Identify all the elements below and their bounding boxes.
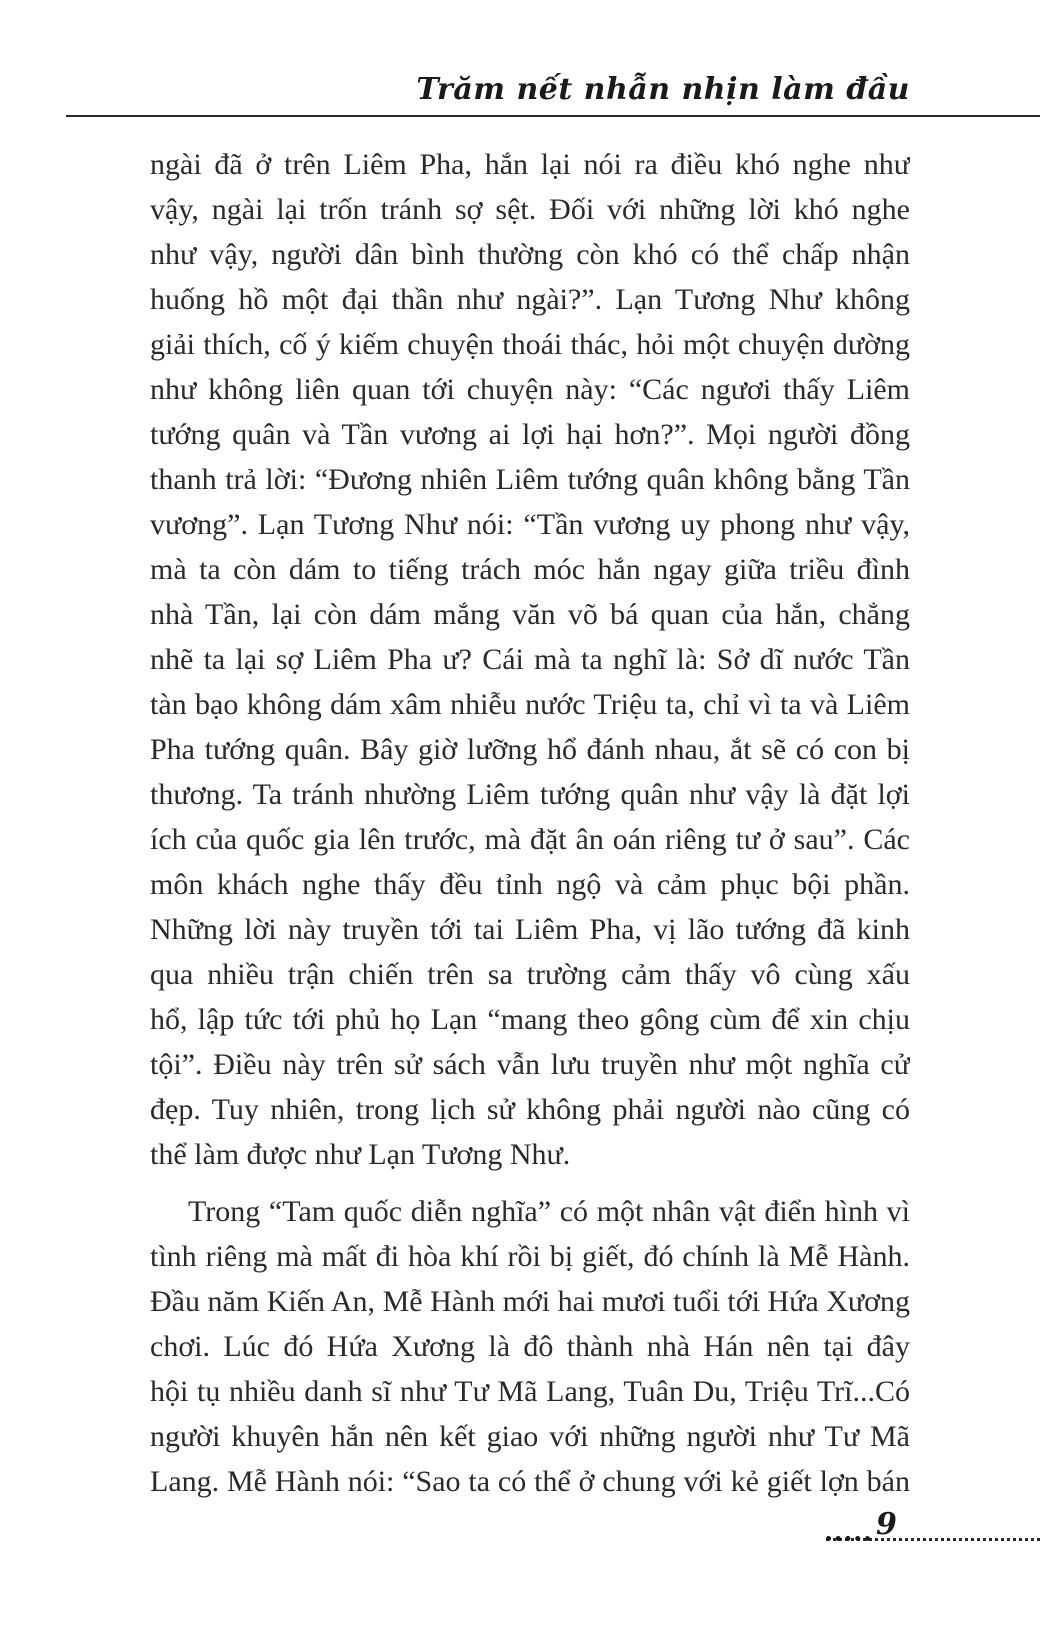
text-line: nhà Tần, lại còn dám mắng văn võ bá quan của hắn, chẳng <box>150 598 910 631</box>
text-line: huống hồ một đại thần như ngài?”. Lạn Tương Như không <box>150 283 910 316</box>
text-line: chơi. Lúc đó Hứa Xương là đô thành nhà Hán nên tại đây <box>150 1330 910 1363</box>
running-header: Trăm nết nhẫn nhịn làm đầu <box>416 72 910 107</box>
text-line: thanh trả lời: “Đương nhiên Liêm tướng quân không bằng Tần <box>150 463 910 496</box>
text-line: mà ta còn dám to tiếng trách móc hắn ngay giữa triều đình <box>150 553 910 586</box>
text-line: tội”. Điều này trên sử sách vẫn lưu truyền như một nghĩa cử <box>150 1048 910 1081</box>
paragraph <box>150 1189 910 1504</box>
body-text <box>150 142 910 1504</box>
footer-dotted-rule-accent <box>826 1536 870 1541</box>
text-line: như không liên quan tới chuyện này: “Các ngươi thấy Liêm <box>150 373 910 406</box>
header-rule <box>66 115 1040 117</box>
paragraph-gap <box>150 1177 910 1189</box>
text-line: tình riêng mà mất đi hòa khí rồi bị giết, đó chính là Mễ Hành. <box>150 1240 910 1273</box>
text-line: hội tụ nhiều danh sĩ như Tư Mã Lang, Tuân Du, Triệu Trĩ...Có <box>150 1375 910 1408</box>
text-line: giải thích, cố ý kiếm chuyện thoái thác, hỏi một chuyện dường <box>150 328 910 361</box>
text-line: đẹp. Tuy nhiên, trong lịch sử không phải người nào cũng có <box>150 1093 910 1126</box>
text-line: người khuyên hắn nên kết giao với những người như Tư Mã <box>150 1420 910 1453</box>
text-line: ích của quốc gia lên trước, mà đặt ân oán riêng tư ở sau”. Các <box>150 823 910 856</box>
text-line: tướng quân và Tần vương ai lợi hại hơn?”. Mọi người đồng <box>150 418 910 451</box>
text-line: Trong “Tam quốc diễn nghĩa” có một nhân vật điển hình vì <box>188 1195 910 1228</box>
text-line: nhẽ ta lại sợ Liêm Pha ư? Cái mà ta nghĩ là: Sở dĩ nước Tần <box>150 643 910 676</box>
text-line: thể làm được như Lạn Tương Như. <box>150 1138 571 1171</box>
page-number: 9 <box>876 1507 897 1542</box>
text-line: qua nhiều trận chiến trên sa trường cảm thấy vô cùng xấu <box>150 958 910 991</box>
paragraph <box>150 142 910 1177</box>
text-line: Pha tướng quân. Bây giờ lưỡng hổ đánh nhau, ắt sẽ có con bị <box>150 733 910 766</box>
text-line: Những lời này truyền tới tai Liêm Pha, vị lão tướng đã kinh <box>150 913 910 946</box>
text-line: môn khách nghe thấy đều tỉnh ngộ và cảm phục bội phần. <box>150 868 910 901</box>
text-line: ngài đã ở trên Liêm Pha, hắn lại nói ra điều khó nghe như <box>150 148 910 181</box>
text-line: hổ, lập tức tới phủ họ Lạn “mang theo gông cùm để xin chịu <box>150 1003 910 1036</box>
text-line: Đầu năm Kiến An, Mễ Hành mới hai mươi tuổi tới Hứa Xương <box>150 1285 910 1318</box>
text-line: thương. Ta tránh nhường Liêm tướng quân như vậy là đặt lợi <box>150 778 910 811</box>
text-line: Lang. Mễ Hành nói: “Sao ta có thể ở chung với kẻ giết lợn bán <box>150 1465 910 1498</box>
text-line: tàn bạo không dám xâm nhiễu nước Triệu ta, chỉ vì ta và Liêm <box>150 688 910 721</box>
text-line: vậy, ngài lại trốn tránh sợ sệt. Đối với những lời khó nghe <box>150 193 910 226</box>
text-line: vương”. Lạn Tương Như nói: “Tần vương uy phong như vậy, <box>150 508 910 541</box>
text-line: như vậy, người dân bình thường còn khó có thể chấp nhận <box>150 238 910 271</box>
